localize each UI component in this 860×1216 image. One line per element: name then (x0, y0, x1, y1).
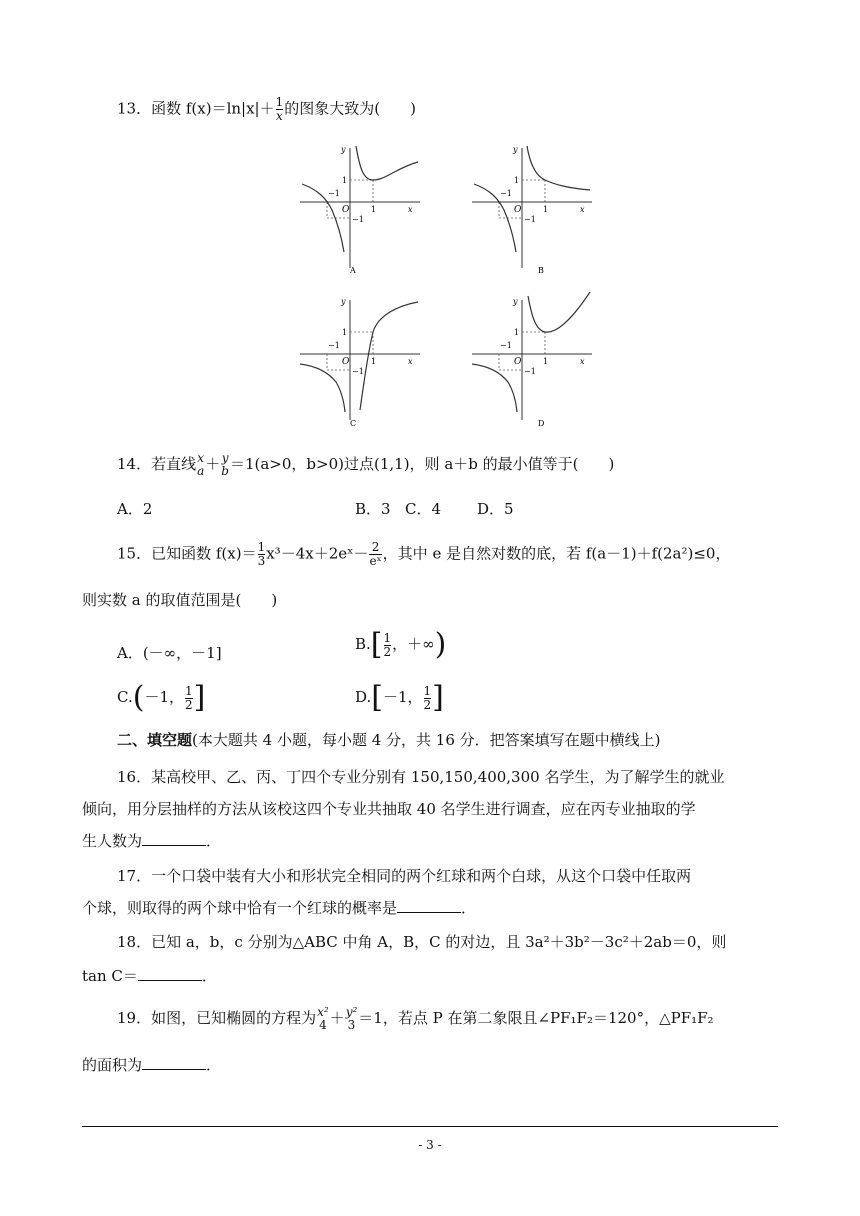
q18-line1: 18．已知 a，b，c 分别为△ABC 中角 A，B，C 的对边，且 3a²＋3b²－3c²＋2ab＝0，则 (117, 933, 727, 951)
q14-line (117, 452, 614, 478)
page-number: - 3 - (418, 1138, 442, 1152)
q17-answer-blank (397, 898, 461, 913)
q18-line2-text: tan C＝ (82, 967, 138, 985)
graph-b-tick-y1: 1 (514, 176, 520, 185)
q19-text-pre: 19．如图，已知椭圆的方程为 (117, 1009, 317, 1027)
graph-a-caption: A (350, 266, 356, 275)
q15-option-c-half: $\frac{1}{2}$ (184, 683, 193, 712)
graph-a (296, 140, 426, 280)
q13-line (117, 96, 416, 123)
q13-number: 13． (117, 99, 152, 118)
q17-line2 (82, 898, 476, 918)
q15-option-c (117, 680, 206, 715)
q16-line1: 16．某高校甲、乙、丙、丁四个专业分别有 150,150,400,300 名学生，为了解学生的就业 (117, 768, 725, 786)
graph-d-origin: O (514, 357, 522, 367)
graph-a-tick-yneg1: −1 (352, 215, 364, 224)
q19-line2-text: 的面积为 (82, 1056, 143, 1074)
graph-c-tick-yneg1: −1 (352, 367, 364, 376)
footer-rule (82, 1126, 778, 1127)
q19-fraction-x2-4: x² 4 (317, 1005, 329, 1032)
q17-line2-end: ． (461, 899, 477, 917)
q15-option-b-content: ，＋∞ (392, 635, 435, 653)
graph-a-origin: O (342, 205, 350, 215)
graph-d-caption: D (538, 419, 545, 428)
q15-option-d-half: $\frac{1}{2}$ (423, 683, 432, 712)
q19-line2 (82, 1055, 221, 1075)
q14-text-pre: 若直线 (151, 455, 197, 473)
graph-d-y-label: y (513, 297, 518, 306)
graph-d (468, 292, 598, 432)
q15-option-b-open-bracket: [ (370, 627, 383, 662)
q14-number: 14． (117, 455, 152, 473)
graph-a-x-label: x (408, 205, 413, 214)
q15-option-d (355, 680, 444, 715)
graph-b-tick-x1: 1 (543, 205, 549, 214)
q15-option-d-open-bracket: [ (371, 680, 383, 715)
graph-a-tick-y1: 1 (342, 176, 348, 185)
graph-c-x-label: x (408, 357, 413, 366)
q15-option-b-close-paren: ) (434, 627, 447, 662)
graph-c-tick-x1: 1 (371, 357, 377, 366)
q18-line2 (82, 966, 217, 986)
q19-line1 (117, 1006, 714, 1032)
q15-option-d-label: D. (355, 688, 372, 706)
q14-text-post: ＝1(a>0，b>0)过点(1,1)，则 a＋b 的最小值等于( ) (229, 455, 615, 473)
q15-option-d-content: －1， (382, 688, 423, 706)
q19-text-post: ＝1，若点 P 在第二象限且∠PF₁F₂＝120°，△PF₁F₂ (358, 1009, 714, 1027)
q14-option-c: C．4 (405, 500, 442, 518)
graph-c-y-label: y (341, 297, 346, 306)
q17-line2-text: 个球，则取得的两个球中恰有一个红球的概率是 (82, 899, 398, 917)
q13-fraction: $\frac{1}{x}$ (275, 95, 284, 123)
graph-d-tick-xneg1: −1 (500, 341, 512, 350)
q15-fraction-two-over-ex: $\frac{2}{\text{eˣ}}$ (369, 540, 382, 568)
q16-line3 (82, 831, 221, 851)
q15-option-b-label: B. (355, 635, 371, 653)
q18-answer-blank (138, 966, 202, 981)
q16-line3-end: ． (206, 832, 222, 850)
section2-title: 二、填空题 (117, 731, 193, 749)
q13-text-pre: 函数 f(x)＝ln|x|＋ (151, 99, 275, 118)
q17-line1: 17．一个口袋中装有大小和形状完全相同的两个红球和两个白球，从这个口袋中任取两 (117, 867, 692, 885)
graph-a-y-label: y (341, 145, 346, 154)
q15-line2: 则实数 a 的取值范围是( ) (82, 591, 278, 609)
graph-b-x-label: x (580, 205, 585, 214)
q15-option-b (355, 627, 447, 662)
q19-plus: ＋ (329, 1009, 345, 1027)
graph-b-tick-yneg1: −1 (524, 215, 536, 224)
graph-b-y-label: y (513, 145, 518, 154)
q18-line2-end: ． (201, 967, 217, 985)
q15-option-d-close-bracket: ] (432, 680, 444, 715)
graph-b-tick-xneg1: −1 (500, 189, 512, 198)
graph-b (468, 140, 598, 280)
q19-fraction-y2-3: y² 3 (345, 1005, 358, 1032)
q15-option-c-open-paren: ( (132, 680, 145, 715)
q15-text-mid: x³－4x＋2eˣ－ (266, 544, 369, 563)
q14-fraction-y-b: y b (221, 451, 229, 478)
graph-b-caption: B (538, 266, 544, 275)
q19-answer-blank (142, 1055, 206, 1070)
q16-line2: 倾向，用分层抽样的方法从该校这四个专业共抽取 40 名学生进行调查，应在丙专业抽取的学 (82, 800, 696, 818)
q14-fraction-x-a: x a (197, 451, 205, 478)
graph-a-tick-xneg1: −1 (328, 189, 340, 198)
graph-d-x-label: x (580, 357, 585, 366)
graph-d-tick-x1: 1 (543, 357, 549, 366)
graph-b-origin: O (514, 205, 522, 215)
q16-line3-text: 生人数为 (82, 832, 143, 850)
q15-option-c-content: －1， (144, 688, 184, 706)
graph-d-tick-yneg1: −1 (524, 367, 536, 376)
q15-line1 (117, 541, 730, 568)
q15-option-c-close-bracket: ] (193, 680, 206, 715)
section2-desc: (本大题共 4 小题，每小题 4 分，共 16 分．把答案填写在题中横线上) (192, 731, 661, 749)
q14-option-a: A．2 (117, 500, 153, 518)
q14-option-d: D．5 (477, 500, 514, 518)
q14-option-b: B．3 (355, 500, 391, 518)
q15-number: 15． (117, 544, 152, 563)
q16-answer-blank (142, 831, 206, 846)
graph-c-tick-y1: 1 (342, 328, 348, 337)
q13-text-post: 的图象大致为( ) (284, 99, 416, 118)
q15-option-a: A．(－∞，－1] (117, 644, 222, 662)
graph-c-caption: C (350, 419, 357, 428)
graph-c (296, 292, 426, 432)
q14-plus: ＋ (205, 455, 221, 473)
section2-heading (117, 730, 661, 750)
graph-c-origin: O (342, 357, 350, 367)
q15-fraction-third: $\frac{1}{3}$ (257, 540, 266, 568)
graph-d-tick-y1: 1 (514, 328, 520, 337)
q15-text-pre: 已知函数 f(x)＝ (151, 544, 257, 563)
q15-option-c-label: C. (117, 688, 133, 706)
q15-text-post: ，其中 e 是自然对数的底，若 f(a－1)＋f(2a²)≤0， (382, 544, 731, 563)
graph-a-tick-x1: 1 (371, 205, 377, 214)
graph-c-tick-xneg1: −1 (328, 341, 340, 350)
q15-option-b-half: $\frac{1}{2}$ (383, 630, 392, 659)
q19-line2-end: ． (206, 1056, 222, 1074)
